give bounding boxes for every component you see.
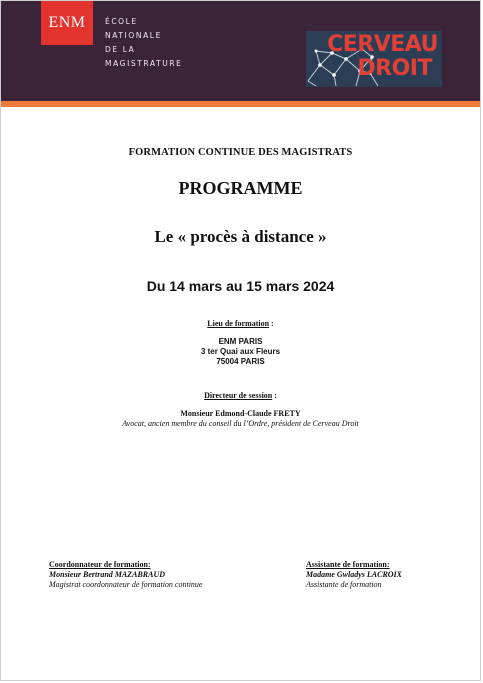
lieu-label bbox=[1, 319, 480, 328]
lieu-label-text: Lieu de formation bbox=[207, 319, 270, 328]
programme-heading: PROGRAMME bbox=[178, 178, 303, 198]
coordonnateur-block bbox=[49, 560, 202, 590]
cerveau-droit-line2: DROIT bbox=[357, 56, 432, 81]
school-name-line: ÉCOLE bbox=[105, 17, 138, 26]
coordonnateur-name: Monsieur Bertrand MAZABRAUD bbox=[49, 570, 166, 579]
header-band bbox=[1, 1, 480, 101]
address-line: 75004 PARIS bbox=[216, 357, 265, 366]
cerveau-droit-line1: CERVEAU bbox=[327, 32, 438, 57]
session-dates: Du 14 mars au 15 mars 2024 bbox=[146, 278, 335, 294]
directeur-label bbox=[1, 391, 480, 400]
header-accent-stripe bbox=[1, 101, 480, 107]
assistante-name: Madame Gwladys LACROIX bbox=[306, 570, 403, 579]
formation-title: FORMATION CONTINUE DES MAGISTRATS bbox=[128, 147, 353, 158]
directeur-label-text: Directeur de session bbox=[204, 391, 273, 400]
enm-logo bbox=[41, 1, 93, 45]
coordonnateur-label: Coordonnateur de formation: bbox=[49, 560, 151, 569]
school-name-line: NATIONALE bbox=[105, 31, 162, 40]
cerveau-droit-logo bbox=[306, 31, 442, 87]
assistante-block bbox=[306, 560, 402, 590]
address-line: ENM PARIS bbox=[218, 337, 263, 346]
school-name-line: MAGISTRATURE bbox=[105, 59, 183, 68]
address-line: 3 ter Quai aux Fleurs bbox=[200, 347, 281, 356]
session-theme: Le « procès à distance » bbox=[154, 227, 327, 246]
school-name bbox=[105, 15, 183, 71]
assistante-role: Assistante de formation bbox=[306, 580, 382, 589]
school-name-line: DE LA bbox=[105, 45, 136, 54]
directeur-role: Avocat, ancien membre du conseil du l’Ordre, président de Cerveau Droit bbox=[122, 419, 359, 428]
lieu-address bbox=[1, 337, 480, 367]
lieu-label-suffix: : bbox=[269, 319, 274, 328]
enm-logo-text: ENM bbox=[48, 14, 86, 31]
directeur-name: Monsieur Edmond-Claude FRETY bbox=[180, 409, 301, 418]
cerveau-droit-wordmark bbox=[327, 33, 438, 81]
coordonnateur-role: Magistrat coordonnateur de formation continue bbox=[49, 580, 203, 589]
assistante-label: Assistante de formation: bbox=[306, 560, 390, 569]
directeur-label-suffix: : bbox=[272, 391, 277, 400]
